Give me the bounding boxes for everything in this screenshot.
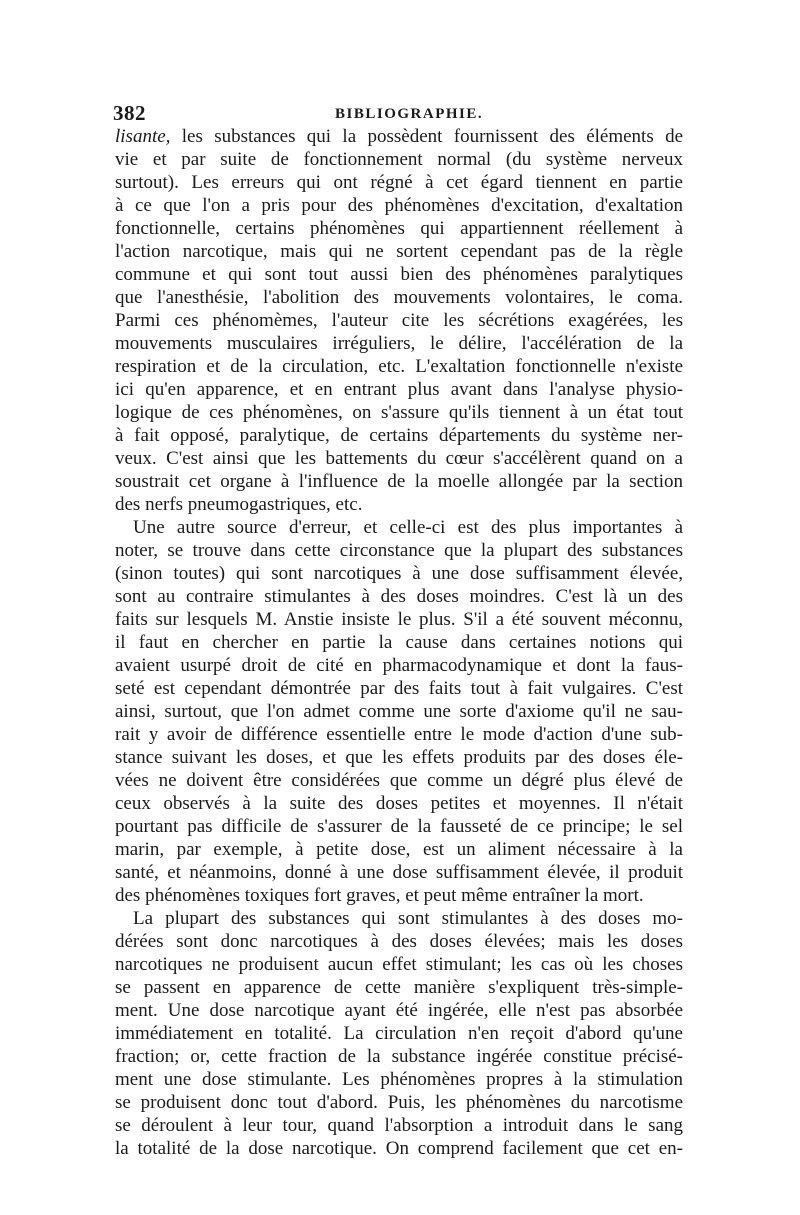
line-text: que l'anesthésie, l'abolition des mouvements volontaires, le coma. [115,287,683,308]
running-head: BIBLIOGRAPHIE. [335,106,484,122]
text-line [115,608,683,631]
text-line [115,194,683,217]
text-line [115,1137,683,1160]
text-line [115,769,683,792]
text-line [115,976,683,999]
text-line [115,263,683,286]
text-line [115,1045,683,1068]
text-line [115,401,683,424]
line-text: (sinon toutes) qui sont narcotiques à une dose suffisamment élevée, [115,563,683,584]
text-line [115,470,683,493]
line-text: commune et qui sont tout aussi bien des phénomènes paralytiques [115,264,683,285]
line-text: veux. C'est ainsi que les battements du cœur s'accélèrent quand on a [115,448,683,469]
line-text: fonctionnelle, certains phénomènes qui appartiennent réellement à [115,218,683,239]
text-line [115,332,683,355]
line-text: avaient usurpé droit de cité en pharmacodynamique et dont la faus- [115,655,683,676]
line-text: vées ne doivent être considérées que comme un dégré plus élevé de [115,770,683,791]
line-text: logique de ces phénomènes, on s'assure qu'ils tiennent à un état tout [115,402,683,423]
line-text: Parmi ces phénomèmes, l'auteur cite les sécrétions exagérées, les [115,310,683,331]
text-line [115,838,683,861]
text-line [115,1068,683,1091]
text-line [115,1091,683,1114]
text-line [115,861,683,884]
line-text: marin, par exemple, à petite dose, est un aliment nécessaire à la [115,839,683,860]
line-text: immédiatement en totalité. La circulation n'en reçoit d'abord qu'une [115,1023,683,1044]
line-text: les substances qui la possèdent fournissent des éléments de [170,126,683,147]
line-text: fraction; or, cette fraction de la substance ingérée constitue précisé- [115,1046,683,1067]
text-line [115,631,683,654]
line-text: l'action narcotique, mais qui ne sortent cependant pas de la règle [115,241,683,262]
line-text: surtout). Les erreurs qui ont régné à cet égard tiennent en partie [115,172,683,193]
line-text: noter, se trouve dans cette circonstance que la plupart des substances [115,540,683,561]
line-text: dérées sont donc narcotiques à des doses élevées; mais les doses [115,931,683,952]
line-text: ment une dose stimulante. Les phénomènes propres à la stimulation [115,1069,683,1090]
line-text: Une autre source d'erreur, et celle-ci est des plus importantes à [133,517,683,538]
text-line [115,746,683,769]
line-text: se passent en apparence de cette manière s'expliquent très-simple- [115,977,683,998]
text-line [115,953,683,976]
text-line [115,907,683,930]
text-line [115,447,683,470]
text-line [115,792,683,815]
line-text: respiration et de la circulation, etc. L'exaltation fonctionnelle n'existe [115,356,683,377]
text-line [115,378,683,401]
text-line [115,125,683,148]
line-text: ceux observés à la suite des doses petites et moyennes. Il n'était [115,793,683,814]
line-text: il faut en chercher en partie la cause dans certaines notions qui [115,632,683,653]
text-line [115,654,683,677]
line-text: faits sur lesquels M. Anstie insiste le plus. S'il a été souvent méconnu, [115,609,683,630]
page-number: 382 [113,101,146,125]
text-line [115,286,683,309]
page-header [113,101,683,127]
line-text: des nerfs pneumogastriques, etc. [115,494,363,515]
line-text: stance suivant les doses, et que les effets produits par des doses éle- [115,747,683,768]
line-text: se produisent donc tout d'abord. Puis, les phénomènes du narcotisme [115,1092,683,1113]
line-text: à fait opposé, paralytique, de certains départements du système ner- [115,425,683,446]
text-line [115,585,683,608]
line-text: santé, et néanmoins, donné à une dose suffisamment élevée, il produit [115,862,683,883]
text-line [115,240,683,263]
text-line [115,884,683,907]
line-text: La plupart des substances qui sont stimulantes à des doses mo- [133,908,683,929]
line-text: vie et par suite de fonctionnement normal (du système nerveux [115,149,683,170]
text-line [115,930,683,953]
text-line [115,539,683,562]
text-line [115,677,683,700]
text-line [115,723,683,746]
line-text: sont au contraire stimulantes à des doses moindres. C'est là un des [115,586,683,607]
line-text: la totalité de la dose narcotique. On comprend facilement que cet en- [115,1138,683,1159]
text-line [115,355,683,378]
text-line [115,815,683,838]
text-line [115,424,683,447]
line-text: des phénomènes toxiques fort graves, et peut même entraîner la mort. [115,885,644,906]
line-text: se déroulent à leur tour, quand l'absorption a introduit dans le sang [115,1115,683,1136]
line-text: rait y avoir de différence essentielle entre le mode d'action d'une sub- [115,724,683,745]
line-text: soustrait cet organe à l'influence de la moelle allongée par la section [115,471,683,492]
text-line [115,217,683,240]
text-line [115,700,683,723]
text-line [115,999,683,1022]
text-line [115,148,683,171]
text-line [115,493,683,516]
line-text: narcotiques ne produisent aucun effet stimulant; les cas où les choses [115,954,683,975]
body-text [115,125,683,1160]
italic-word: lisante, [115,126,171,147]
text-line [115,562,683,585]
line-text: pourtant pas difficile de s'assurer de la fausseté de ce principe; le sel [115,816,683,837]
text-line [115,1022,683,1045]
text-line [115,1114,683,1137]
text-line [115,309,683,332]
line-text: ainsi, surtout, que l'on admet comme une sorte d'axiome qu'il ne sau- [115,701,683,722]
line-text: seté est cependant démontrée par des faits tout à fait vulgaires. C'est [115,678,683,699]
text-line [115,171,683,194]
line-text: ici qu'en apparence, et en entrant plus avant dans l'analyse physio- [115,379,683,400]
line-text: ment. Une dose narcotique ayant été ingérée, elle n'est pas absorbée [115,1000,683,1021]
line-text: mouvements musculaires irréguliers, le délire, l'accélération de la [115,333,683,354]
line-text: à ce que l'on a pris pour des phénomènes d'excitation, d'exaltation [115,195,683,216]
text-line [115,516,683,539]
